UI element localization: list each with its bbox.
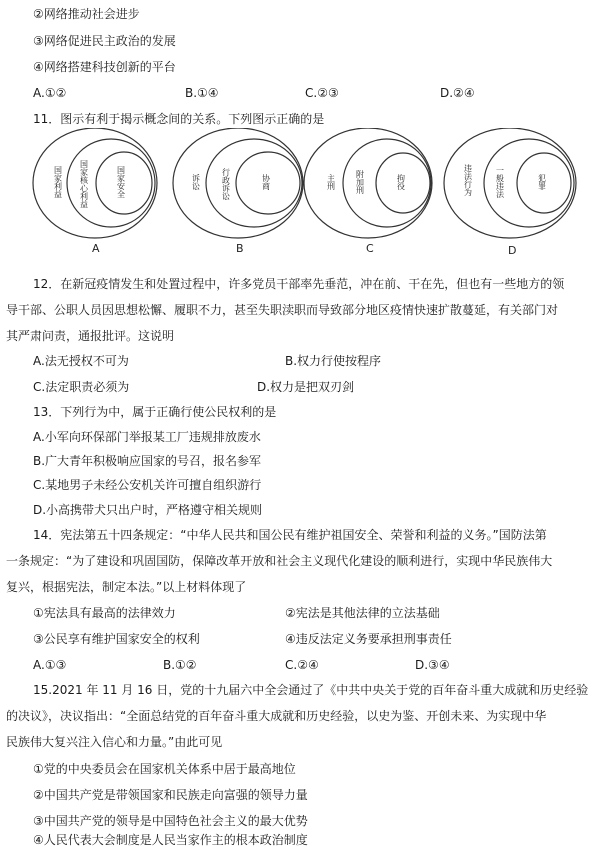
q14-option-c: C.②④	[285, 658, 319, 672]
q11-stem: 11．图示有利于揭示概念间的关系。下列图示正确的是	[33, 112, 325, 126]
q15-statement-4: ④人民代表大会制度是人民当家作主的根本政治制度	[33, 833, 308, 847]
q14-option-d: D.③④	[415, 658, 450, 672]
q10-statement-2: ②网络推动社会进步	[33, 7, 140, 21]
q10-statement-4: ④网络搭建科技创新的平台	[33, 60, 176, 74]
q15-statement-2: ②中国共产党是带领国家和民族走向富强的领导力量	[33, 788, 308, 802]
q10-option-c: C.②③	[305, 86, 339, 100]
q14-option-b: B.①②	[163, 658, 197, 672]
q12-option-a: A.法无授权不可为	[33, 354, 129, 368]
diagram-c-label: C	[366, 242, 374, 255]
q14-stem-line-2: 一条规定：“为了建设和巩固国防，保障改革开放和社会主义现代化建设的顺利进行，实现中华民族伟大	[6, 554, 553, 568]
q14-statement-2: ②宪法是其他法律的立法基础	[285, 606, 440, 620]
q13-option-c: C.某地男子未经公安机关许可擅自组织游行	[33, 478, 262, 492]
q13-stem: 13．下列行为中，属于正确行使公民权利的是	[33, 405, 277, 419]
q12-option-b: B.权力行使按程序	[285, 354, 382, 368]
q15-stem-line-3: 民族伟大复兴注入信心和力量。”由此可见	[6, 735, 223, 749]
q14-statement-1: ①宪法具有最高的法律效力	[33, 606, 176, 620]
q12-stem-line-3: 其严肃问责，通报批评。这说明	[6, 329, 175, 343]
q14-stem-line-3: 复兴，根据宪法，制定本法。”以上材料体现了	[6, 580, 247, 594]
diagram-d-outer-text: 违法行为	[463, 164, 473, 196]
diagram-a-label: A	[92, 242, 100, 255]
diagram-d-inner-text: 犯罪	[537, 174, 547, 190]
diagram-c-outer-circle	[304, 128, 432, 238]
q12-option-d: D.权力是把双刃剑	[257, 380, 355, 394]
q12-stem-line-2: 导干部、公职人员因思想松懈、履职不力，甚至失职渎职而导致部分地区疫情快速扩散蔓延，有关部门对	[6, 303, 559, 317]
q10-statement-3: ③网络促进民主政治的发展	[33, 34, 176, 48]
q13-option-a: A.小军向环保部门举报某工厂违规排放废水	[33, 430, 261, 444]
diagram-a-middle-text: 国家核心利益	[79, 160, 89, 208]
q10-option-d: D.②④	[440, 86, 475, 100]
q15-statement-3: ③中国共产党的领导是中国特色社会主义的最大优势	[33, 814, 308, 828]
q13-option-d: D.小高携带犬只出户时，严格遵守相关规则	[33, 503, 263, 517]
q15-statement-1: ①党的中央委员会在国家机关体系中居于最高地位	[33, 762, 296, 776]
diagram-a-outer-text: 国家利益	[53, 166, 63, 198]
q15-stem-line-1: 15.2021 年 11 月 16 日，党的十九届六中全会通过了《中共中央关于党的百年奋斗重大成就和历史经验	[33, 683, 589, 697]
diagram-b-label: B	[236, 242, 244, 255]
diagram-c-middle-text: 附加刑	[355, 170, 365, 194]
q10-option-b: B.①④	[185, 86, 219, 100]
q12-option-c: C.法定职责必须为	[33, 380, 130, 394]
diagram-b-middle-circle	[206, 139, 302, 227]
q12-stem-line-1: 12．在新冠疫情发生和处置过程中，许多党员干部率先垂范，冲在前、干在先，但也有一些地方的领	[33, 277, 565, 291]
q14-option-a: A.①③	[33, 658, 67, 672]
diagram-c-inner-text: 拘役	[396, 174, 406, 190]
concept-diagrams	[0, 128, 609, 268]
diagram-b-inner-text: 协商	[261, 174, 271, 190]
diagram-b-middle-text: 行政诉讼	[221, 168, 231, 200]
diagram-b-outer-text: 诉讼	[191, 174, 201, 190]
q13-option-b: B.广大青年积极响应国家的号召，报名参军	[33, 454, 262, 468]
diagram-a-inner-text: 国家安全	[116, 166, 126, 198]
diagram-a-outer-circle	[33, 128, 157, 238]
q14-statement-4: ④违反法定义务要承担刑事责任	[285, 632, 452, 646]
diagram-d-middle-text: 一般违法	[495, 166, 505, 198]
q14-stem-line-1: 14．宪法第五十四条规定：“中华人民共和国公民有维护祖国安全、荣誉和利益的义务。”国防法第	[33, 528, 547, 542]
diagram-d-label: D	[508, 244, 517, 257]
q15-stem-line-2: 的决议》，决议指出：“全面总结党的百年奋斗重大成就和历史经验，以史为鉴、开创未来、为实现中华	[6, 709, 547, 723]
diagram-c-outer-text: 主刑	[326, 174, 336, 190]
q14-statement-3: ③公民享有维护国家安全的权利	[33, 632, 200, 646]
q10-option-a: A.①②	[33, 86, 67, 100]
